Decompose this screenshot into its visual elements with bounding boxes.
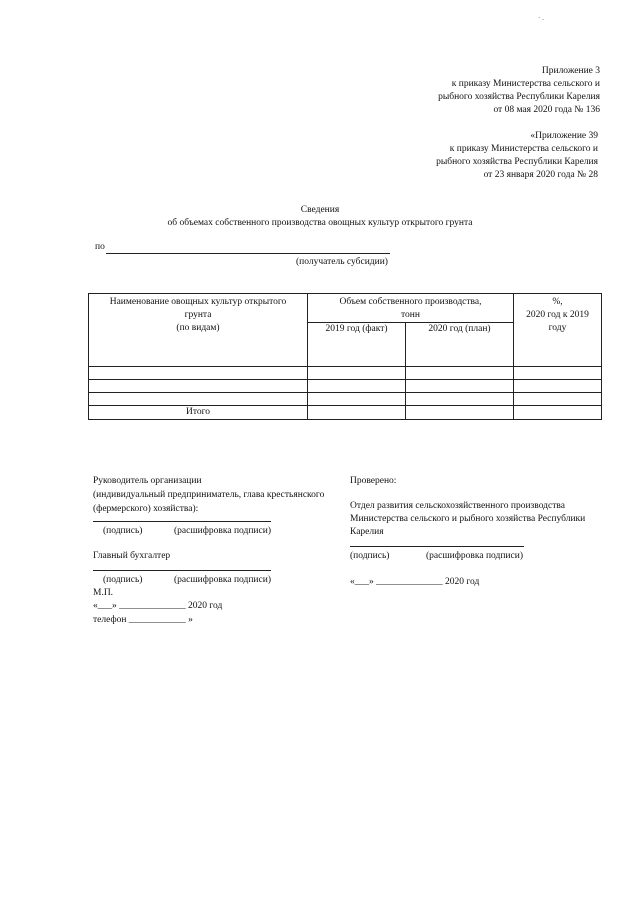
head-signature-caption: (подпись) bbox=[103, 526, 143, 536]
head-title-1: Руководитель организации bbox=[93, 476, 202, 486]
head-signature-line bbox=[93, 521, 271, 522]
head-decode-caption: (расшифровка подписи) bbox=[174, 526, 271, 536]
right-date: «___» ______________ 2020 год bbox=[350, 577, 480, 587]
appendix-3-line-4: от 08 мая 2020 года № 136 bbox=[493, 105, 600, 115]
head-title-2: (индивидуальный предприниматель, глава крестьянского bbox=[93, 490, 325, 500]
table-row bbox=[89, 393, 602, 406]
stamp-place: М.П. bbox=[93, 588, 114, 598]
table-row-total bbox=[89, 406, 602, 420]
head-title-3: (фермерского) хозяйства): bbox=[93, 504, 199, 514]
department-line-3: Карелия bbox=[350, 527, 384, 537]
department-line-1: Отдел развития сельскохозяйственного производства bbox=[350, 501, 565, 511]
appendix-3-line-3: рыбного хозяйства Республики Карелия bbox=[438, 92, 600, 102]
accountant-signature-caption: (подпись) bbox=[103, 575, 143, 585]
checker-decode-caption: (расшифровка подписи) bbox=[426, 551, 523, 561]
accountant-decode-caption: (расшифровка подписи) bbox=[174, 575, 271, 585]
accountant-signature-line bbox=[93, 570, 271, 571]
header-volume: Объем собственного производства, тонн bbox=[308, 294, 514, 323]
left-date: «___» ______________ 2020 год bbox=[93, 601, 223, 611]
scan-mark: · . bbox=[538, 14, 544, 22]
checker-signature-line bbox=[350, 546, 524, 547]
document-title: Сведения bbox=[300, 205, 340, 215]
appendix-39-line-1: «Приложение 39 bbox=[530, 131, 598, 141]
appendix-3-line-1: Приложение 3 bbox=[541, 66, 600, 76]
checked-label: Проверено: bbox=[350, 476, 397, 486]
appendix-39-line-4: от 23 января 2020 года № 28 bbox=[483, 170, 598, 180]
document-subtitle: об объемах собственного производства овощных культур открытого грунта bbox=[167, 218, 473, 228]
department-line-2: Министерства сельского и рыбного хозяйства Республики bbox=[350, 514, 586, 524]
checker-signature-caption: (подпись) bbox=[350, 551, 390, 561]
recipient-line bbox=[106, 253, 390, 254]
total-label: Итого bbox=[89, 406, 308, 420]
header-2020-plan: 2020 год (план) bbox=[406, 323, 514, 367]
accountant-title: Главный бухгалтер bbox=[93, 551, 171, 561]
production-table bbox=[88, 293, 602, 420]
table-row bbox=[89, 380, 602, 393]
recipient-prefix: по bbox=[95, 242, 105, 252]
recipient-caption: (получатель субсидии) bbox=[296, 257, 388, 267]
header-percent: %, 2020 год к 2019 году bbox=[514, 294, 602, 367]
appendix-3-line-2: к приказу Министерства сельского и bbox=[451, 79, 600, 89]
phone-line: телефон ____________ » bbox=[93, 615, 193, 625]
header-2019-fact: 2019 год (факт) bbox=[308, 323, 406, 367]
header-crop-name: Наименование овощных культур открытого грунта (по видам) bbox=[89, 294, 308, 367]
appendix-39-line-2: к приказу Министерства сельского и bbox=[449, 144, 598, 154]
appendix-39-line-3: рыбного хозяйства Республики Карелия bbox=[436, 157, 598, 167]
table-row bbox=[89, 367, 602, 380]
